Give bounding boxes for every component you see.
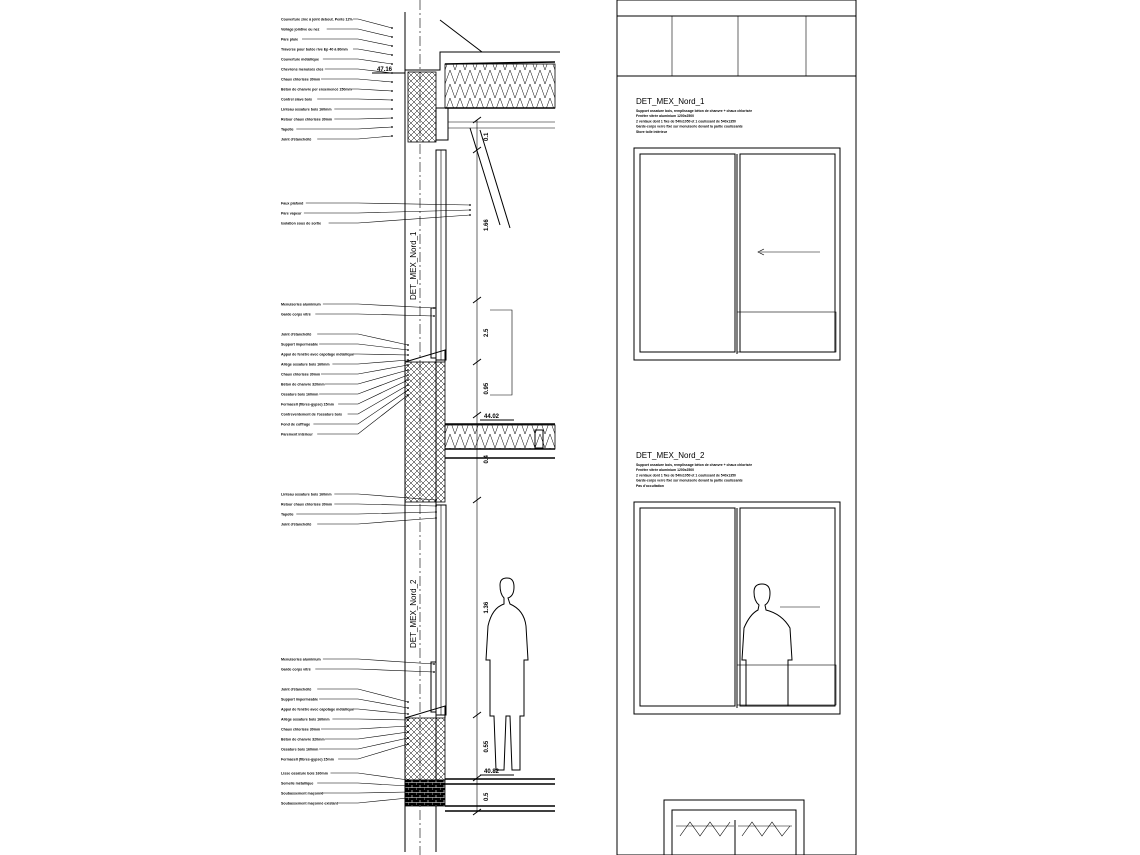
leader-dot — [391, 81, 393, 83]
section-label: Voilage jointive ou nez — [281, 27, 320, 32]
leader-line — [353, 49, 392, 55]
leader-line — [319, 375, 408, 394]
leader-dot — [407, 707, 409, 709]
window-1-section-label: DET_MEX_Nord_1 — [409, 231, 418, 300]
window-1-title: DET_MEX_Nord_1 — [636, 97, 705, 106]
leader-line — [315, 669, 434, 672]
leader-dot — [391, 54, 393, 56]
section-label: Contrel slave bois — [281, 97, 312, 102]
section-label: Lisse ossature bois 160mm — [281, 771, 328, 776]
leader-dot — [407, 354, 409, 356]
window-1-elevation — [634, 148, 840, 360]
leader-line — [325, 732, 408, 739]
person-silhouette-elevation — [742, 584, 792, 706]
window-2-notes — [636, 463, 752, 488]
leader-line — [321, 79, 392, 82]
leader-dot — [433, 663, 435, 665]
section-label: Menuiseries aluminium — [281, 657, 321, 662]
elevation-mid: 44.02 — [484, 414, 500, 420]
leader-line — [332, 360, 408, 364]
leader-dot — [469, 204, 471, 206]
leader-dot — [407, 349, 409, 351]
section-label: Contreventement de l'ossature bois — [281, 412, 342, 417]
window-2-section-label: DET_MEX_Nord_2 — [409, 579, 418, 648]
leader-line — [296, 127, 392, 129]
section-label: Joint d'étanchéité — [281, 687, 312, 692]
section-label: Couverture zinc à joint debout. Pente 12% — [281, 17, 353, 22]
window-2-title: DET_MEX_Nord_2 — [636, 451, 705, 460]
section-label: Linteau ossature bois 160mm — [281, 492, 332, 497]
leader-dot — [391, 45, 393, 47]
leader-dot — [469, 209, 471, 211]
bottom-door — [664, 800, 804, 855]
leader-line — [327, 29, 392, 37]
leader-line — [323, 304, 434, 308]
section-label: Béton de chanvre 320mm — [281, 737, 325, 742]
leader-line — [302, 39, 392, 46]
section-label: Tapotie — [281, 512, 294, 517]
leader-line — [315, 314, 434, 316]
person-silhouette-section — [486, 578, 528, 770]
leader-line — [353, 19, 392, 28]
leader-dot — [407, 713, 409, 715]
roof-structure — [405, 20, 560, 228]
leader-line — [334, 504, 436, 506]
base-wall — [405, 706, 555, 811]
section-label: Soubassement maçonné existant — [281, 801, 338, 806]
top-window-row — [617, 16, 856, 76]
window-note-line: Store toile intérieur — [636, 129, 668, 134]
section-label: Ossature bois 160mm — [281, 747, 319, 752]
section-label: Pare pluie — [281, 37, 299, 42]
section-label: Garde corps vitré — [281, 312, 311, 317]
dim-value: 0.1 — [484, 132, 490, 141]
dim-value: 0.95 — [484, 382, 490, 395]
leader-dot — [407, 344, 409, 346]
leader-dot — [391, 36, 393, 38]
section-label: Menuiseries aluminium — [281, 302, 321, 307]
section-label: Pare vapeur — [281, 211, 302, 216]
window-note-line: 2 ventaux dont 1 fixe de 540x1050 et 1 coulissant de 540x1350 — [636, 473, 736, 478]
window-note-line: Pas d'occultation — [636, 483, 664, 488]
leader-line — [317, 334, 408, 345]
section-label: Couverture métallique — [281, 57, 319, 62]
section-label: Joint d'étanchéité — [281, 522, 312, 527]
section-label: Béton de chanvre 320mm — [281, 382, 325, 387]
section-label: Fermacell (fibres-gypse) 15mm — [281, 402, 334, 407]
dim-value: 0.55 — [484, 740, 490, 753]
dim-value: 0.5 — [484, 792, 490, 801]
leader-dot — [391, 27, 393, 29]
leader-line — [351, 89, 392, 91]
leader-dot — [391, 99, 393, 101]
leader-line — [353, 709, 408, 714]
leader-line — [323, 59, 392, 64]
dim-value: 1.66 — [484, 219, 490, 231]
section-label: Fond de coffrage — [281, 422, 311, 427]
window-2-section — [431, 505, 446, 715]
leader-dot — [391, 108, 393, 110]
section-label: Chaux chlorisée 30mm — [281, 77, 321, 82]
section-label: Joint d'étanchéité — [281, 332, 312, 337]
section-label: Traverse pour butée rive Ep 40 à 80mm — [281, 47, 348, 52]
leader-line — [331, 773, 409, 780]
leader-dot — [391, 135, 393, 137]
dim-value: 2.5 — [484, 328, 490, 337]
facade-elevation — [617, 0, 856, 855]
leader-line — [319, 344, 408, 350]
section-label: Ossature bois 160mm — [281, 392, 319, 397]
window-note-line: Support ossature bois, remplissage béton de chanvre + chaux chlorisée — [636, 109, 753, 113]
window-note-line: Support ossature bois, remplissage béton de chanvre + chaux chlorisée — [636, 463, 753, 467]
dim-value: 0.4 — [484, 455, 490, 464]
section-label: Appui de fenêtre avec capotage métallique — [281, 352, 354, 357]
leader-line — [317, 99, 392, 100]
dim-bracket — [490, 310, 512, 395]
leader-line — [317, 518, 436, 524]
leader-line — [329, 215, 470, 223]
leader-line — [348, 385, 408, 414]
leader-dot — [433, 315, 435, 317]
section-label: Fermacell (fibres-gypse) 15mm — [281, 757, 334, 762]
leader-line — [296, 512, 436, 514]
leader-line — [332, 719, 408, 720]
leader-line — [317, 783, 408, 786]
section-label: Linteau ossature bois 160mm — [281, 107, 332, 112]
section-label: Allège ossature bois 160mm — [281, 717, 330, 722]
section-label: Chaux chlorisée 30mm — [281, 727, 321, 732]
section-label: Parement intérieur — [281, 432, 313, 437]
leader-dot — [391, 117, 393, 119]
leader-line — [317, 136, 392, 139]
elevation-top: 47.16 — [377, 67, 393, 73]
leader-line — [313, 390, 408, 424]
section-label: Tapotie — [281, 127, 294, 132]
section-label: Garde corps vitré — [281, 667, 311, 672]
window-note-line: Fenêtre vitrée aluminium 1200x2500 — [636, 468, 695, 473]
section-label: Support imperméable — [281, 342, 318, 347]
section-label: Joint d'étanchéité — [281, 137, 312, 142]
leader-line — [338, 798, 408, 803]
section-label: Appui de fenêtre avec capotage métallique — [281, 707, 354, 712]
section-label: Retour chaux chlorisée 30mm — [281, 502, 333, 507]
window-note-line: Garde-corps verre fixé sur menuiserie devant la partie coulissante — [636, 478, 743, 483]
leader-line — [304, 210, 470, 213]
section-label: Chevrons menuisés clos — [281, 67, 324, 72]
section-label: Allège ossature bois 160mm — [281, 362, 330, 367]
leader-dot — [391, 63, 393, 65]
window-2-elevation — [634, 502, 840, 714]
wall-section — [281, 0, 560, 855]
leader-line — [338, 744, 408, 759]
dimension-chain — [473, 117, 512, 815]
leader-line — [323, 659, 434, 664]
leader-line — [353, 354, 408, 355]
leader-line — [321, 792, 408, 793]
leader-dot — [391, 126, 393, 128]
leader-line — [319, 738, 408, 749]
section-label: Béton de chanvre per ensemencé 150mm — [281, 87, 352, 92]
leader-line — [306, 203, 470, 205]
dim-value: 1.36 — [484, 601, 490, 614]
leader-dot — [407, 701, 409, 703]
section-label: Isolation sous de sortie — [281, 221, 322, 226]
window-note-line: Garde-corps verre fixé sur menuiserie devant la partie coulissante — [636, 124, 743, 129]
leader-dot — [469, 214, 471, 216]
section-label: Soubassement maçonné — [281, 791, 324, 796]
section-label: Retour chaux chlorisée 30mm — [281, 117, 333, 122]
floor-slab-1 — [405, 350, 555, 502]
leader-line — [321, 726, 408, 729]
elevation-bottom: 40.82 — [484, 769, 500, 775]
window-1-section — [431, 150, 446, 360]
leader-line — [321, 365, 408, 374]
leader-line — [334, 118, 392, 119]
leader-line — [338, 380, 408, 404]
window-note-line: 2 ventaux dont 1 fixe de 540x1050 et 1 coulissant de 540x1350 — [636, 119, 736, 124]
section-label: Support imperméable — [281, 697, 318, 702]
leader-line — [325, 370, 408, 384]
section-label: Chaux chlorisée 30mm — [281, 372, 321, 377]
window-1-notes — [636, 109, 752, 134]
leader-dot — [391, 90, 393, 92]
window-note-line: Fenêtre vitrée aluminium 1200x2500 — [636, 114, 695, 119]
section-label: Faux plafond — [281, 201, 304, 206]
section-label: Semelle métallique — [281, 781, 314, 786]
leader-dot — [433, 671, 435, 673]
